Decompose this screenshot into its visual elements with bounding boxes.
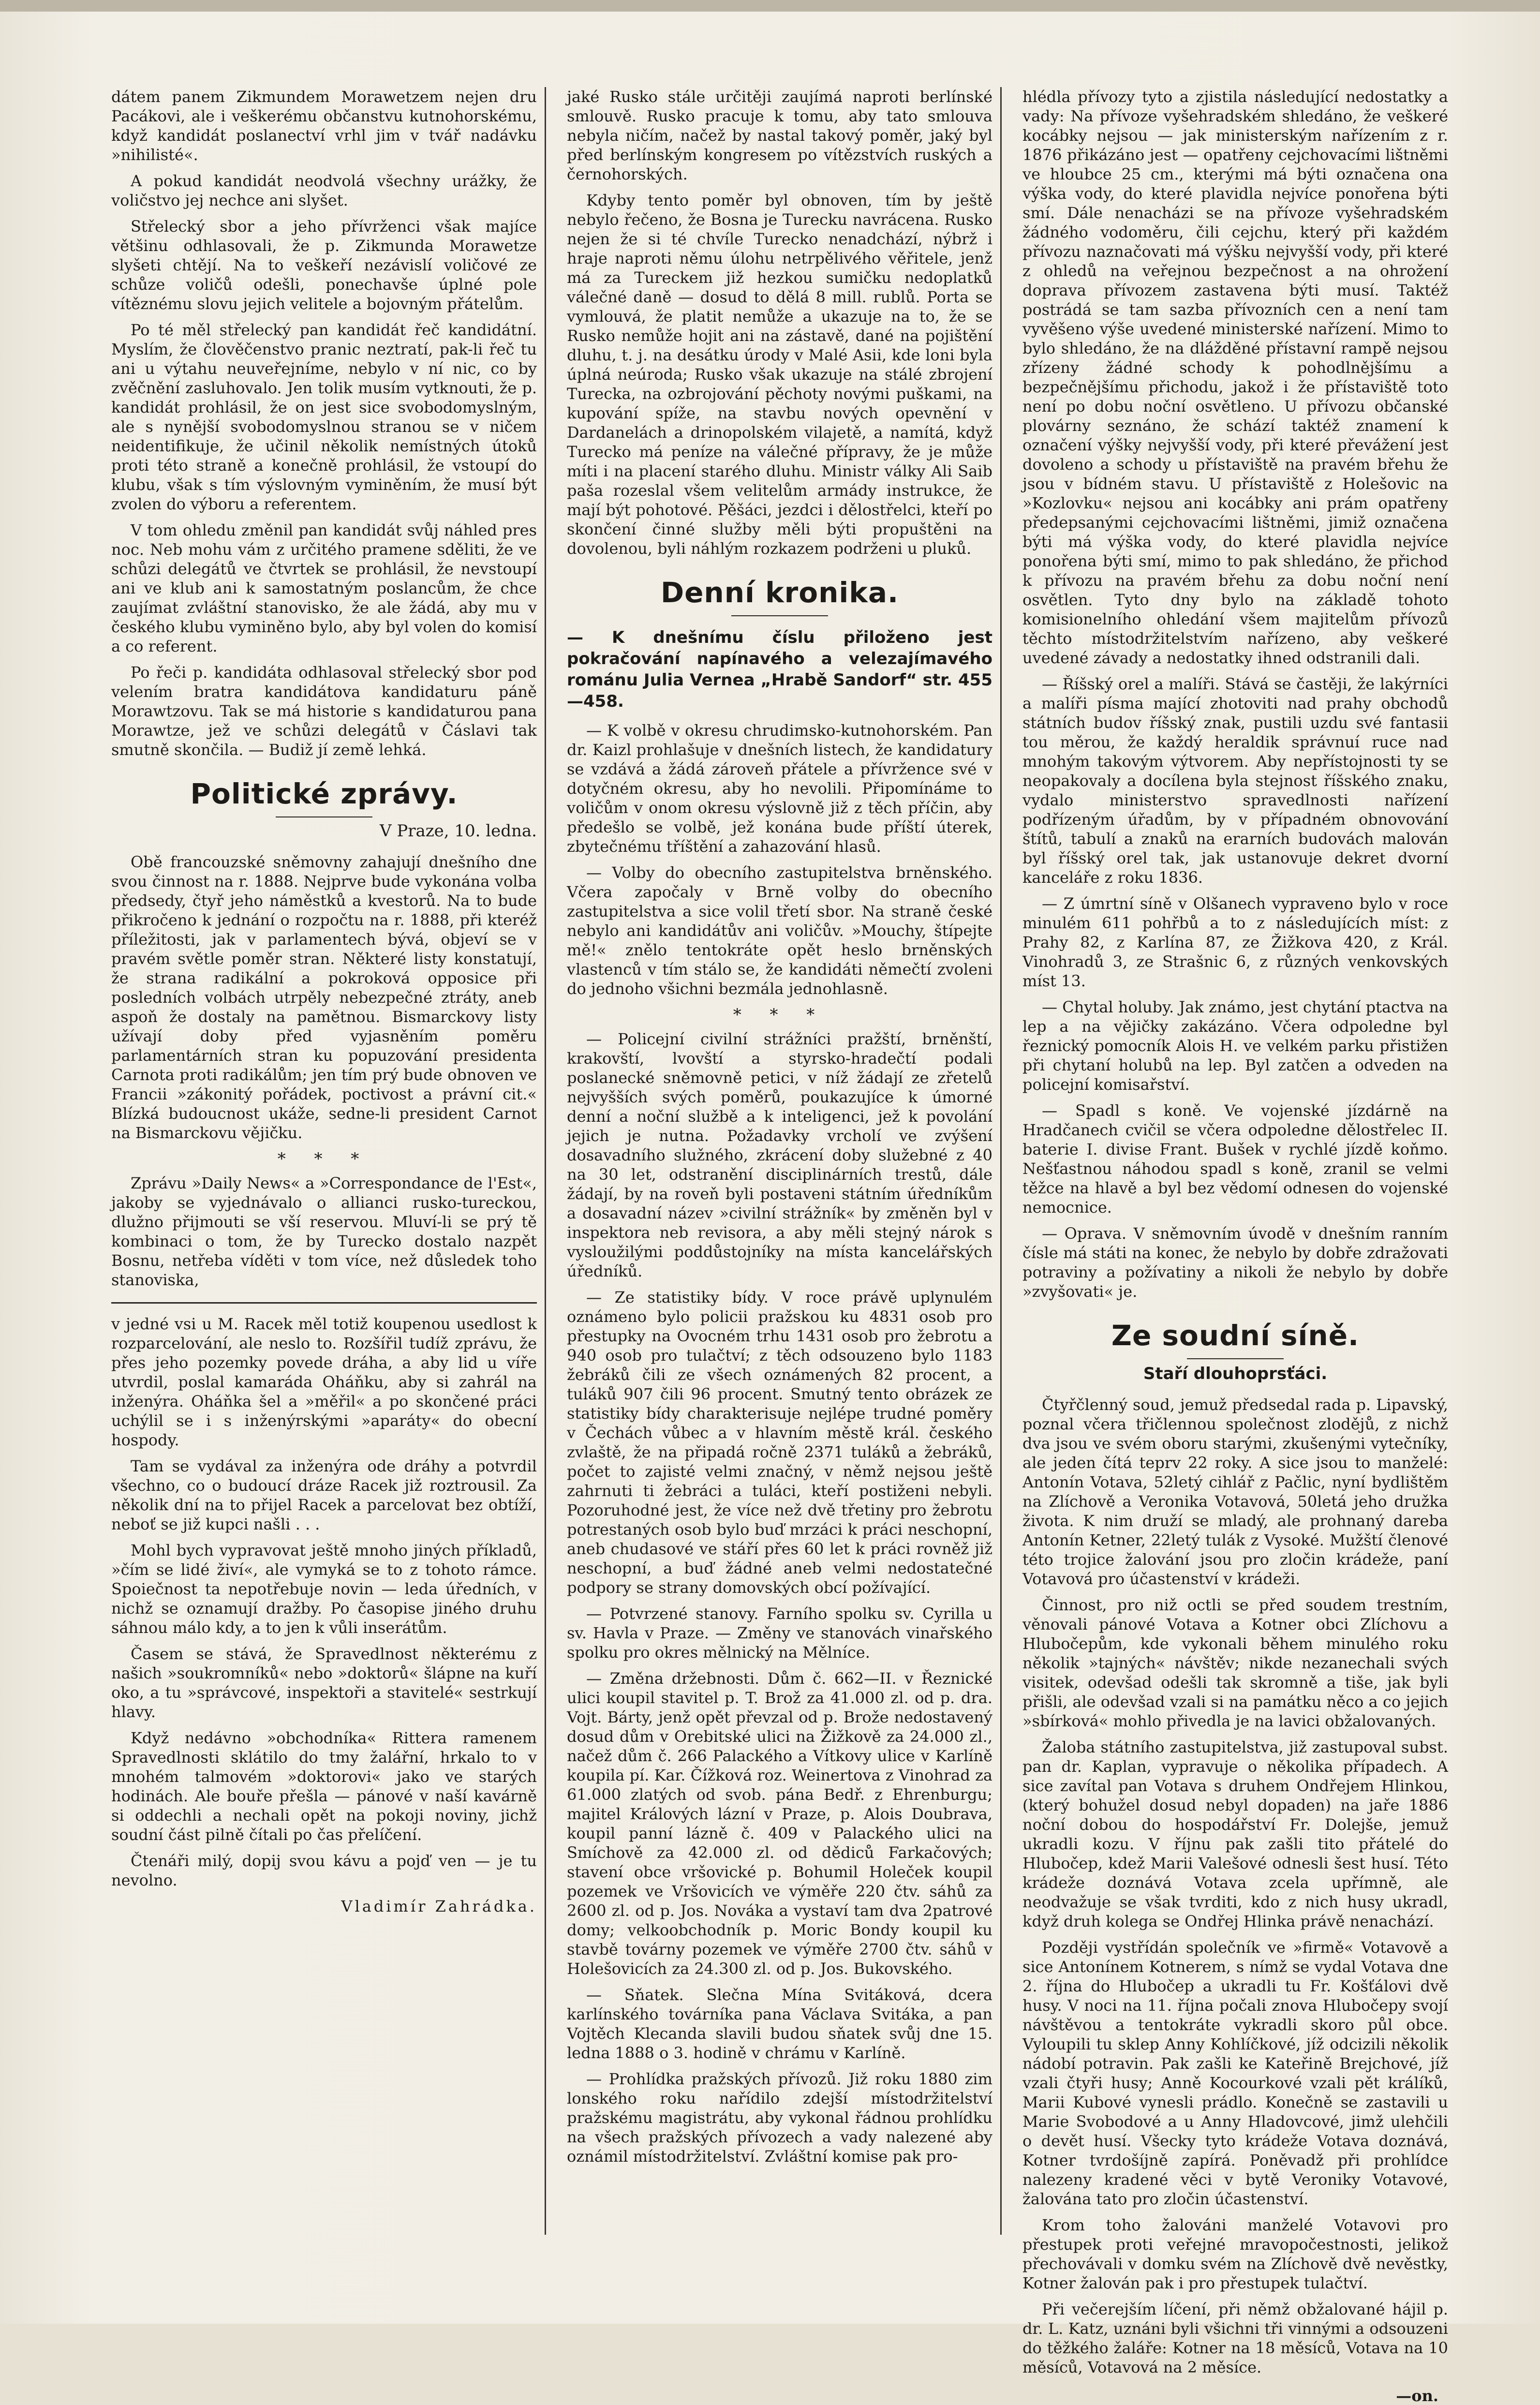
paragraph: Čtyřčlenný soud, jemuž předsedal rada p. Lipavský, poznal včera třičlennou společnost zlodějů, z nichž dva jsou ve svém oboru starými, zkušenými vytečníky, ale jeden čítá teprv 22 roky. A sice jsou to manželé: Antonín Votava, 52letý cihlář z Pačlic, nyní bydlištěm na Zlíchově a Veronika Votavová, 50letá jeho družka života. K nim druží se mladý, ale prohnaný dareba Antonín Ketner, 22letý tulák z Vysoké. Mužští členové této trojice žalování jsou pro zločin krádeže, paní Votavová pro účastenství v krádeži.: [1022, 1395, 1448, 1588]
paragraph: Kdyby tento poměr byl obnoven, tím by ještě nebylo řečeno, že Bosna je Turecku navrácena. Rusko nejen že si té chvíle Turecko nenadchází, nýbrž i hraje naproti němu úlohu netrpělivého věřitele, jenž má za Tureckem již hezkou sumičku nedoplatků válečné daně — dosud to dělá 8 mill. rublů. Porta se vymlouvá, že platit nemůže a ukazuje na to, že se Rusko nemůže hojit ani na zástavě, dané na pojištění dluhu, t. j. na desátku úrody v Malé Asii, kde loni byla úplná neúroda; Rusko však ukazuje na stálé zbrojení Turecka, na ozbrojování pěchoty novými puškami, na kupování spíže, na stavbu nových opevnění v Dardanelách a drinopolském vilajetě, a namítá, když Turecko má peníze na válečné přípravy, že je může míti i na placení starého dluhu. Ministr války Ali Saib paša rozeslal všem velitelům armády instrukce, že mají být pohotové. Pěšáci, jezdci i dělostřelci, kteří po skončení činné služby měli býti propuštěni na dovolenou, byli náhlým rozkazem podrženi u pluků.: [567, 191, 992, 558]
paragraph: — Oprava. V sněmovním úvodě v dnešním ranním čísle má státi na konec, že nebylo by dobře zdražovati potraviny a požívatiny a nikoli že nebylo by dobře »zvyšovati« je.: [1022, 1224, 1448, 1301]
paragraph: Krom toho žalováni manželé Votavovi pro přestupek proti veřejné mravopočestnosti, jelikož přechovávali v domku svém na Zlíchově dvě nevěstky, Kotner žalován pak i pro přestupek tulačtví.: [1022, 2216, 1448, 2292]
section-header-chronicle: [567, 576, 992, 616]
paragraph: A pokud kandidát neodvolá všechny urážky, že voličstvo jej nechce ani slyšet.: [111, 172, 537, 209]
section-header-politics: [111, 777, 537, 842]
paragraph: Tam se vydával za inženýra ode dráhy a potvrdil všechno, co o budoucí dráze Racek již roztrousil. Za několik dní na to přijel Racek a parcelovat bez obtíží, neboť se již kupci našli . . .: [111, 1457, 537, 1533]
paragraph: dátem panem Zikmundem Morawetzem nejen dru Pacákovi, ale i veškerému občanstvu kutnohorskému, když kandidát poslanectví vrhl jim v tvář nadávku »nihilisté«.: [111, 88, 537, 164]
paragraph: — Potvrzené stanovy. Farního spolku sv. Cyrilla u sv. Havla v Praze. — Změny ve stanovách vinařského spolku pro okres mělnický na Mělníce.: [567, 1604, 992, 1662]
paragraph: Později vystřídán společník ve »firmě« Votavově a sice Antonínem Kotnerem, s nímž se vydal Votava dne 2. října do Hlubočep a ukradli tu Fr. Košťálovi dvě husy. V noci na 11. října počali znova Hlubočepy svojí návštěvou a tentokráte vykradli skoro půl obce. Vyloupili tu sklep Anny Kohlíčkové, jíž odcizili několik nádobí potravin. Pak zašli ke Kateřině Brejchové, jíž vzali čtyři husy; Anně Kocourkové vzali pět králíků, Marii Kubové vynesli prádlo. Konečně se zastavili u Marie Svobodové a u Anny Hladovcové, jimž ulehčili o devět husí. Všecky tyto krádeže Votava doznává, Kotner tvrdošíjně zapírá. Poněvadž při prohlídce nalezeny kradené věci v bytě Veroniky Votavové, žalována tato pro zločin účastenství.: [1022, 1938, 1448, 2208]
title-underline: [731, 615, 828, 616]
paragraph: Žaloba státního zastupitelstva, již zastupoval subst. pan dr. Kaplan, vypravuje o několika případech. A sice zavítal pan Votava s druhem Ondřejem Hlinkou, (který bohužel dosud nebyl dopaden) na jaře 1886 noční dobou do hospodářství Fr. Dolejše, jemuž ukradli kozu. V říjnu pak zašli tito přátelé do Hlubočep, kdež Marii Valešové odnesli šest husí. Této krádeže doznává Votava zcela upřímně, ale neodvažuje se však tvrditi, kdo z nich husy ukradl, když druh kolega se Ondřej Hlinka právě nenachází.: [1022, 1738, 1448, 1930]
paragraph: Po řeči p. kandidáta odhlasoval střelecký sbor pod velením bratra kandidátova kandidaturu páně Morawtzovu. Tak se má historie s kandidaturou pana Morawtze, jež ve schůzi delegátů v Čáslavi tak smutně skončila. — Budiž jí země lehká.: [111, 663, 537, 759]
column-1: [111, 87, 537, 2405]
paragraph: Činnost, pro niž octli se před soudem trestním, věnovali pánové Votava a Kotner obci Zlíchovu a Hlubočepům, kde vykonali během minulého roku několik »tajných« návštěv; nikde nezanechali svých visitek, odevšad odešli tak skromně a tiše, jak byli přišli, ale odevšad vzali si na památku něco a co jejich »sbírková« mohlo přivedla je na lavici obžalovaných.: [1022, 1596, 1448, 1730]
paragraph: Časem se stává, že Spravedlnost některému z našich »soukromníků« nebo »doktorů« šlápne na kuří oko, a tu »správcové, inspektoři a stavitelé« sestrkují hlavy.: [111, 1645, 537, 1721]
paragraph: v jedné vsi u M. Racek měl totiž koupenou usedlost k rozparcelování, ale neslo to. Rozšířil tudíž zprávu, že přes jeho pozemky povede dráha, a aby lid u víře utvrdil, poslal kamaráda Oháňku, aby si zahrál na inženýra. Oháňka šel a »měřil« a po skončené práci uchýlil se i s inženýrskými »aparáty« do obecní hospody.: [111, 1315, 537, 1449]
section-divider-stars: * * *: [277, 1149, 371, 1169]
section-divider-stars: * * *: [733, 1005, 827, 1024]
paragraph: — Prohlídka pražských přívozů. Již roku 1880 zim lonského roku nařídilo zdejší místodržitelství pražskému magistrátu, aby vykonal řádnou prohlídku na všech pražských přívozech a vady nalezené aby oznámil místodržitelství. Zvláštní komise pak pro-: [567, 2070, 992, 2166]
paragraph: Když nedávno »obchodníka« Rittera ramenem Spravedlnosti sklátilo do tmy žalářní, hrkalo to v mnohém talmovém »doktorovi« jako ve starých hodinách. Ale bouře přešla — pánové v naší kavárně si oddechli a nechali opět na pokoji noviny, jichž soudní část pilně čítali po čas přelíčení.: [111, 1729, 537, 1844]
author-mark: —on.: [1396, 2387, 1438, 2405]
author-signature: Vladimír Zahrádka.: [341, 1897, 537, 1915]
paragraph: — Říšský orel a malíři. Stává se častěji, že lakýrníci a malíři písma mající zhotoviti nad prahy obchodů státních budov říšský znak, pustili uzdu své fantasii tou měrou, že každý heraldik správnuí ruce nad mnohým takovým výtvorem. Aby nepřístojnosti ty se neopakovaly a docílena byla stejnost říšského znaku, vydalo ministerstvo spravedlnosti nařízení podřízeným úřadům, by v případném obnovování štítů, tabulí a znaků na erarních budovách malován byl říšský orel tak, jak ustanovuje dekret dvorní kanceláře z roku 1836.: [1022, 675, 1448, 887]
feuilleton-divider: [111, 1302, 537, 1304]
paragraph: jaké Rusko stále určitěji zaujímá naproti berlínské smlouvě. Rusko pracuje k tomu, aby tato smlouva nebyla ničím, načež by nastal takový poměr, jaký byl před berlínským kongresem po vítězstvích ruských a černohorských.: [567, 88, 992, 183]
paragraph: — Spadl s koně. Ve vojenské jízdárně na Hradčanech cvičil se včera odpoledne dělostřelec II. baterie I. divise Frant. Bušek v rychlé jízdě koňmo. Nešťastnou náhodou spadl s koně, zranil se velmi těžce na hlavě a byl bez vědomí odnesen do vojenské nemocnice.: [1022, 1101, 1448, 1217]
paragraph: — Volby do obecního zastupitelstva brněnského. Včera započaly v Brně volby do obecního zastupitelstva a sice volil třetí sbor. Na straně české nebylo ani kandidátův ani voličův. »Mouchy, štípejte mě!« znělo tentokráte opět heslo brněnských vlastenců v tím stálo se, že kandidáti němečtí zvoleni do jednoho všichni bezmála jednohlasně.: [567, 863, 992, 998]
paragraph: — Změna držebnosti. Dům č. 662—II. v Řeznické ulici koupil stavitel p. T. Brož za 41.000 zl. od p. dra. Vojt. Bárty, jenž opět převzal od p. Brože nedostavený dosud dům v Orebitské ulici na Žižkově za 24.000 zl., načež dům č. 266 Palackého a Vítkovy ulice v Karlíně koupila pí. Kar. Čížková roz. Weinertova z Vinohrad za 61.000 zlatých od svob. pána Bedř. z Ehrenburgu; majitel Králových lázní v Praze, p. Alois Doubrava, koupil panní lázně č. 409 v Palackého ulici na Smíchově za 42.000 zl. od dědiců Farkačových; stavení obce vršovické p. Bohumil Holeček koupil pozemek ve Vršovicích ve výměře 220 čtv. sáhů za 2600 zl. od p. Jos. Nováka a vystaví tam dva 2patrové domy; velkoobchodník p. Moric Bondy koupil ku stavbě továrny pozemek ve výměře 2700 čtv. sáhů v Holešovicích za 24.300 zl. od p. Jos. Bukovského.: [567, 1669, 992, 1978]
paragraph: — Policejní civilní strážníci pražští, brněnští, krakovští, lvovští a styrsko-hradečtí podali poslanecké sněmovně petici, v níž žádají ze zřetelů nejvyšších svých poměrů, poukazujíce k úmorné denní a noční službě a k inteligenci, jež k povolání jejich je nutna. Požadavky vrcholí ve zvýšení dosavadního služného, zkrácení doby služebné z 40 na 30 let, odstranění disciplinárních trestů, dále žádají, by na roveň byli postaveni státním úředníkům a dosavadní název »civilní strážník« by změněn byl v inspektora neb revisora, a aby měli stejný nárok s vysloužilými poddůstojníky na místa kancelářských úředníků.: [567, 1030, 992, 1280]
section-header-court: [1022, 1319, 1448, 1384]
paragraph: Při večerejším líčení, při němž obžalované hájil p. dr. L. Katz, uznáni byli všichni tři vinnými a odsouzeni do těžkého žaláře: Kotner na 18 měsíců, Votava na 10 měsíců, Votavová na 2 měsíce.: [1022, 2300, 1448, 2376]
article-columns: [111, 87, 1448, 2405]
paragraph: — Sňatek. Slečna Mína Svitáková, dcera karlínského továrníka pana Václava Svitáka, a pan Vojtěch Klecanda slavili budou sňatek svůj dne 15. ledna 1888 o 3. hodině v chrámu v Karlíně.: [567, 1986, 992, 2062]
paragraph: Čtenáři milý, dopij svou kávu a pojď ven — je tu nevolno.: [111, 1852, 537, 1889]
paragraph: hlédla přívozy tyto a zjistila následující nedostatky a vady: Na přívoze vyšehradském shledáno, že veškeré kocábky nejsou — jak ministerským nařízením z r. 1876 přikázáno jest — opatřeny cejchovacími lištněmi ve hloubce 25 cm., kterými má býti označena ona výška vody, do které plavidla nejvíce ponořena býti smí. Dále nenacházi se na přívoze vyšehradském žádného vodoměru, čili cejchu, který při každém přívozu naznačovati má výšku nejvyšší vody, při které z ohledů na veřejnou bezpečnost a na ohrožení doprava přívozem zastavena býti musí. Taktéž postrádá se tam sazba přívozních cen a není tam vyvěšeno výše uvedené ministerské nařízení. Mimo to bylo shledáno, že na dlážděné přístavní rampě nejsou zřízeny žádné schody k pohodlnějšímu a bezpečnějšímu přichodu, jakož i že přístaviště toto není po dobu noční osvětleno. U přívozu občanské plovárny seznáno, že schází taktéž znamení k označení výšky nejvyšší vody, při které převážení jest dovoleno a schody u přístaviště na pravém břehu že jsou v bídném stavu. U přístaviště z Holešovic na »Kozlovku« nejsou ani kocábky ani prám opatřeny předepsanými cejchovacími lištněmi, jimiž označena býti má výška vody, do které plavidla nejvíce ponořena býti smí, mimo to pak shledáno, že přichod k přívozu na pravém břehu za dobu noční není osvětlen. Tyto dny bylo na základě tohoto komisionelního ohledání všem majitelům přívozů těchto místodržitelstvím nařízeno, aby veškeré uvedené závady a nedostatky ihned odstranili dali.: [1022, 88, 1448, 667]
column-3: [1022, 87, 1448, 2405]
paragraph: Střelecký sbor a jeho přívrženci však majíce většinu odhlasovali, že p. Zikmunda Morawetze slyšeti chtějí. Na to veškeří nezávislí voličové ze schůze voličů odešli, ponechavše úplné pole vítěznému slovu jejich velitele a bojovným přátelům.: [111, 217, 537, 313]
supplement-notice: — K dnešnímu číslu přiloženo jest pokračování napínavého a velezajímavého románu Julia Vernea „Hrabě Sandorf“ str. 455—458.: [567, 628, 992, 711]
paragraph: — Ze statistiky bídy. V roce právě uplynulém oznámeno bylo policii pražskou ku 4831 osob pro přestupky na Ovocném trhu 1431 osob pro žebrotu a 940 osob pro tulačtví; z těch odsouzeno bylo 1183 žebráků čili ze všech oznámených 82 procent, a tuláků 907 čili 96 procent. Smutný tento obrázek ze statistiky bídy charakterisuje nejlépe trudné poměry v Čechách vůbec a v hlavním městě král. českého zvlaště, že na připadá ročně 2371 tuláků a žebráků, počet to zajisté velmi značný, v němž nejsou ještě zahrnuti ti žebráci a tuláci, kteří postiženi nebyli. Pozoruhodné jest, že více než dvě třetiny pro žebrotu potrestaných osob bylo buď mrzáci k práci neschopní, aneb chudasové ve stáří přes 60 let k práci rovněž již neschopní, a buď žádné aneb velmi nedostatečné podpory se strany domovských obcí požívající.: [567, 1288, 992, 1597]
column-2: [567, 87, 992, 2405]
paragraph: V tom ohledu změnil pan kandidát svůj náhled pres noc. Neb mohu vám z určitého pramene sděliti, že ve schůzi delegátů ve čtvrtek se prohlásil, že nevstoupí ani ve klub ani k samostatným poslancům, že chce zaujímat zvláštní stanovisko, že ale žádá, aby mu v českého klubu vyminěno bylo, aby byl volen do komisí a co referent.: [111, 521, 537, 655]
title-underline: [1187, 1358, 1284, 1359]
section-title: Politické zprávy.: [190, 777, 458, 810]
paragraph: — Z úmrtní síně v Olšanech vypraveno bylo v roce minulém 611 pohřbů a to z následujících míst: z Prahy 82, z Karlína 87, ze Žižkova 420, z Král. Vinohradů 3, ze Strašnic 6, z různých venkovských míst 13.: [1022, 894, 1448, 990]
paragraph: Mohl bych vypravovat ještě mnoho jiných příkladů, »čím se lidé živí«, ale vymyká se to z tohoto rámce. Spoiečnost ta nepotřebuje novin — leda úředních, v nichž se oznamují dražby. Po časopise jiného druhu sáhnou málo kdy, a to jen k vůli inserátům.: [111, 1541, 537, 1637]
paragraph: Obě francouzské sněmovny zahajují dnešního dne svou činnost na r. 1888. Nejprve bude vykonána volba předsedy, čtyř jeho náměstků a kvestorů. Na to bude přikročeno k jednání o rozpočtu na r. 1888, při kteréž příležitosti, jak v parlamentech bývá, objeví se v pravém světle poměr stran. Některé listy konstatují, že strana radikální a pokroková opposice při posledních volbách utrpěly nebezpečné ztráty, aneb aspoň že dostaly na pamětnou. Bismarckovy listy užívají doby před vyjasněním poměru parlamentárních stran ku popuzování presidenta Carnota proti radikálům; jen tím prý bude obnoven ve Francii »zákonitý pořádek, poctivost a právní cit.« Blízká budoucnost ukáže, sedne-li president Carnot na Bismarckovu vějičku.: [111, 853, 537, 1142]
article-subheading: Staří dlouhoprsťáci.: [1143, 1364, 1328, 1383]
paragraph: Zprávu »Daily News« a »Correspondance de l'Est«, jakoby se vyjednávalo o allianci rusko-tureckou, dlužno přijmouti se vší reservou. Mluví-li se prý tě kombinaci o tom, že by Turecko dostalo nazpět Bosnu, netřeba víděti v tom více, než důsledek toho stanoviska,: [111, 1174, 537, 1289]
paragraph: Po té měl střelecký pan kandidát řeč kandidátní. Myslím, že člověčenstvo pranic neztratí, pak-li řeč tu ani u výtahu neuveřejníme, nebylo v ní nic, co by zvěčnění zasluhovalo. Jen tolik musím vytknouti, že p. kandidát prohlásil, že on jest sice svobodomyslným, ale s nynější svobodomyslnou stranou se v ničem neidentifikuje, že učinil několik nemístných útoků proti této straně a konečně prohlásil, že vstoupí do klubu, však s tím výslovným vyminěním, že musí být zvolen do výboru a referentem.: [111, 321, 537, 513]
dateline: V Praze, 10. ledna.: [379, 821, 537, 841]
scan-top-edge: [0, 0, 1540, 12]
section-title: Denní kronika.: [660, 576, 899, 609]
section-title: Ze soudní síně.: [1111, 1319, 1360, 1352]
paragraph: — K volbě v okresu chrudimsko-kutnohorském. Pan dr. Kaizl prohlašuje v dnešních listech, že kandidatury se vzdává a žádá zároveň přátele a přívržence své v dotyčném okresu, aby ho nevolili. Připomínáme to voličům v onom okresu výslovně již z těch příčin, aby předešlo se volbě, jež konána bude příští úterek, zbytečnému tříštění a zahazování hlasů.: [567, 721, 992, 856]
paragraph: — Chytal holuby. Jak známo, jest chytání ptactva na lep a na vějičky zakázáno. Včera odpoledne byl řeznický pomocník Alois H. ve velkém parku přistižen při chytaní holubů na lep. Byl zatčen a odveden na policejní komisařství.: [1022, 998, 1448, 1094]
